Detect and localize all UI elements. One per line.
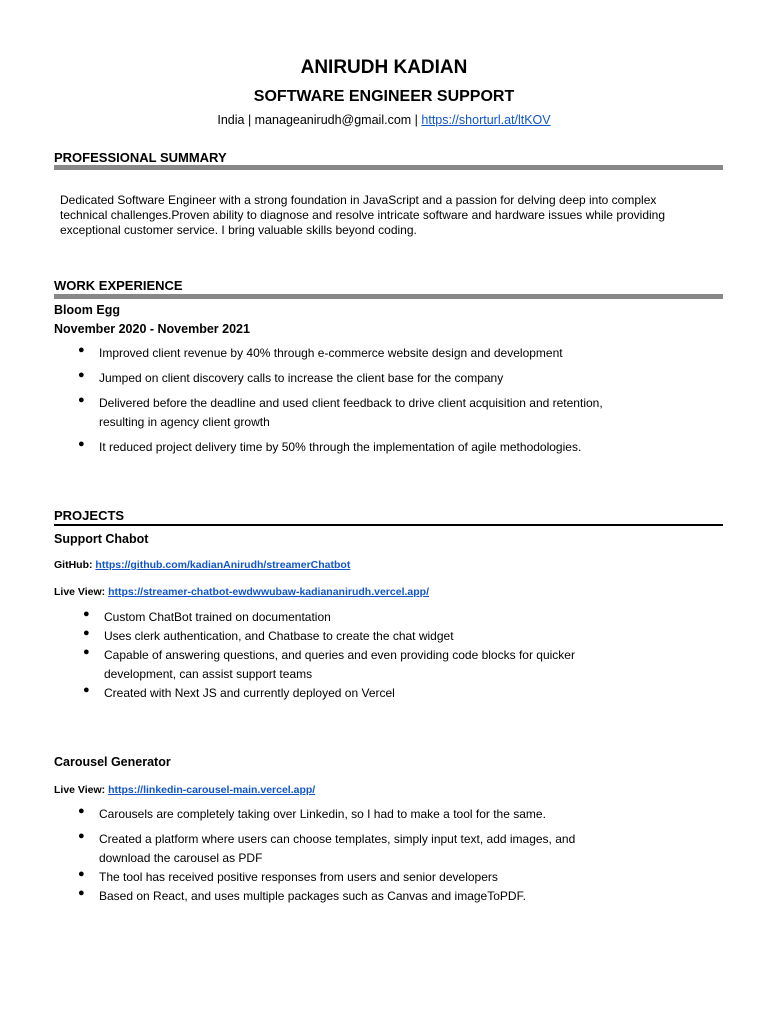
bullet-text: Capable of answering questions, and queries and even providing code blocks for quicker bbox=[104, 648, 575, 662]
bullet-text: Delivered before the deadline and used client feedback to drive client acquisition and retention, bbox=[99, 396, 603, 410]
list-item bbox=[78, 830, 576, 868]
list-item bbox=[83, 684, 575, 703]
experience-heading: WORK EXPERIENCE bbox=[54, 278, 183, 293]
bullet-text: Improved client revenue by 40% through e-commerce website design and development bbox=[99, 346, 563, 360]
live-view-link[interactable]: https://streamer-chatbot-ewdwwubaw-kadiananirudh.vercel.app/ bbox=[108, 586, 429, 598]
project-live-view-line bbox=[54, 586, 429, 598]
bullet-text: The tool has received positive responses from users and senior developers bbox=[99, 870, 498, 884]
bullet-text: It reduced project delivery time by 50% through the implementation of agile methodologies. bbox=[99, 440, 582, 454]
company-name: Bloom Egg bbox=[54, 303, 120, 317]
project-name-carousel-generator: Carousel Generator bbox=[54, 755, 171, 769]
live-view-label: Live View: bbox=[54, 586, 109, 598]
list-item bbox=[78, 344, 603, 363]
bullet-icon: ● bbox=[78, 344, 85, 356]
list-item bbox=[78, 369, 603, 388]
summary-line: exceptional customer service. I bring valuable skills beyond coding. bbox=[60, 223, 417, 237]
summary-line: technical challenges.Proven ability to diagnose and resolve intricate software and hardware issues while providing bbox=[60, 208, 666, 222]
candidate-role: SOFTWARE ENGINEER SUPPORT bbox=[253, 88, 515, 105]
bullet-icon: ● bbox=[83, 646, 90, 658]
summary-line: Dedicated Software Engineer with a strong foundation in JavaScript and a passion for delving deep into complex bbox=[60, 193, 657, 207]
experience-bullets bbox=[78, 344, 603, 457]
bullet-icon: ● bbox=[78, 887, 85, 899]
list-item bbox=[78, 887, 575, 906]
candidate-name: ANIRUDH KADIAN bbox=[300, 57, 468, 78]
project-live-view-line bbox=[54, 784, 315, 796]
bullet-text: Created with Next JS and currently deployed on Vercel bbox=[104, 686, 395, 700]
summary-heading: PROFESSIONAL SUMMARY bbox=[54, 150, 227, 165]
list-item bbox=[78, 438, 603, 457]
summary-paragraph bbox=[60, 193, 710, 238]
contact-text: India | manageanirudh@gmail.com | bbox=[217, 113, 422, 127]
projects-heading: PROJECTS bbox=[54, 508, 125, 523]
experience-rule bbox=[54, 294, 723, 299]
bullet-text: Based on React, and uses multiple packages such as Canvas and imageToPDF. bbox=[99, 889, 526, 903]
project-2-bullets bbox=[78, 805, 576, 906]
bullet-text: Uses clerk authentication, and Chatbase to create the chat widget bbox=[104, 629, 454, 643]
github-label: GitHub: bbox=[54, 559, 96, 571]
list-item bbox=[78, 868, 575, 887]
bullet-text: Jumped on client discovery calls to increase the client base for the company bbox=[99, 371, 504, 385]
bullet-text: Custom ChatBot trained on documentation bbox=[104, 610, 331, 624]
bullet-icon: ● bbox=[78, 830, 85, 842]
bullet-icon: ● bbox=[78, 805, 85, 817]
live-view-label: Live View: bbox=[54, 784, 109, 796]
summary-rule bbox=[54, 165, 723, 170]
projects-rule bbox=[54, 524, 723, 526]
bullet-text-continued: download the carousel as PDF bbox=[99, 851, 263, 865]
contact-line bbox=[0, 113, 768, 127]
list-item bbox=[83, 627, 575, 646]
bullet-icon: ● bbox=[78, 438, 85, 450]
employment-dates: November 2020 - November 2021 bbox=[54, 322, 250, 336]
list-item bbox=[78, 805, 575, 824]
project-1-bullets bbox=[83, 608, 575, 703]
bullet-text-continued: resulting in agency client growth bbox=[99, 415, 270, 429]
bullet-icon: ● bbox=[78, 868, 85, 880]
bullet-text-continued: development, can assist support teams bbox=[104, 667, 313, 681]
project-github-line bbox=[54, 559, 350, 571]
bullet-icon: ● bbox=[83, 627, 90, 639]
github-link[interactable]: https://github.com/kadianAnirudh/streamerChatbot bbox=[95, 559, 351, 571]
bullet-icon: ● bbox=[83, 684, 90, 696]
list-item bbox=[78, 394, 603, 432]
bullet-icon: ● bbox=[78, 394, 85, 406]
bullet-icon: ● bbox=[83, 608, 90, 620]
portfolio-link[interactable]: https://shorturl.at/ltKOV bbox=[421, 113, 551, 127]
bullet-text: Created a platform where users can choose templates, simply input text, add images, and bbox=[99, 832, 576, 846]
list-item bbox=[83, 608, 575, 627]
live-view-link[interactable]: https://linkedin-carousel-main.vercel.app/ bbox=[108, 784, 316, 796]
bullet-text: Carousels are completely taking over Linkedin, so I had to make a tool for the same. bbox=[99, 807, 546, 821]
project-name-support-chabot: Support Chabot bbox=[54, 532, 149, 546]
list-item bbox=[83, 646, 575, 684]
bullet-icon: ● bbox=[78, 369, 85, 381]
